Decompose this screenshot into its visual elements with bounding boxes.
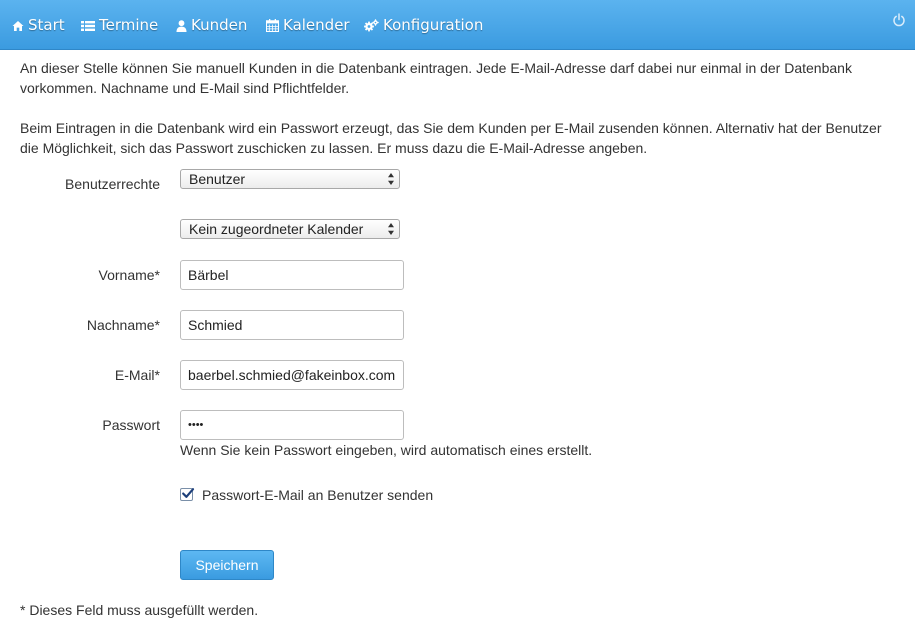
save-button[interactable]: Speichern: [180, 550, 274, 580]
cogs-icon: [364, 19, 379, 32]
firstname-label: Vorname*: [98, 267, 160, 283]
nav-kalender-label: Kalender: [283, 16, 350, 34]
select-arrows-icon: [387, 172, 395, 186]
email-input[interactable]: baerbel.schmied@fakeinbox.com: [180, 360, 404, 390]
lastname-input[interactable]: Schmied: [180, 310, 404, 340]
intro-paragraph-1: An dieser Stelle können Sie manuell Kunden in die Datenbank eintragen. Jede E-Mail-Adresse darf dabei nur einmal in der Datenbank vorkommen. Nachname und E-Mail sind Pflichtfelder.: [20, 60, 852, 96]
nav-kunden[interactable]: [176, 0, 247, 50]
firstname-input[interactable]: Bärbel: [180, 260, 404, 290]
power-icon[interactable]: [892, 13, 906, 27]
email-label: E-Mail*: [114, 367, 160, 383]
nav-kunden-label: Kunden: [191, 16, 248, 34]
nav-konfiguration[interactable]: [364, 0, 483, 50]
send-mail-label[interactable]: Passwort-E-Mail an Benutzer senden: [202, 487, 434, 503]
nav-termine[interactable]: [81, 0, 158, 50]
send-mail-checkbox[interactable]: [180, 488, 193, 501]
nav-kalender[interactable]: [266, 0, 350, 50]
nav-termine-label: Termine: [99, 16, 159, 34]
user-icon: [176, 20, 187, 32]
rights-select[interactable]: [180, 169, 400, 189]
password-help-text: Wenn Sie kein Passwort eingeben, wird automatisch eines erstellt.: [180, 442, 593, 458]
calendar-icon: [266, 19, 279, 32]
calendar-select-value: Kein zugeordneter Kalender: [189, 221, 364, 237]
rights-label: Benutzerrechte: [65, 176, 160, 192]
select-arrows-icon: [387, 222, 395, 236]
password-label: Passwort: [102, 417, 160, 433]
nav-start[interactable]: [12, 0, 65, 50]
required-footnote: * Dieses Feld muss ausgefüllt werden.: [20, 602, 259, 618]
intro-paragraph-2: Beim Eintragen in die Datenbank wird ein Passwort erzeugt, das Sie dem Kunden per E-Mail zusenden können. Alternativ hat der Benutzer die Möglichkeit, sich das Passwort zuschicken zu lassen. Er muss dazu die E-Mail-Adresse angeben.: [20, 120, 882, 156]
lastname-label: Nachname*: [86, 317, 160, 333]
check-icon: [181, 486, 195, 500]
home-icon: [12, 20, 24, 32]
rights-select-value: Benutzer: [189, 171, 246, 187]
list-icon: [81, 20, 95, 32]
nav-konfiguration-label: Konfiguration: [383, 16, 484, 34]
top-navbar: [0, 0, 915, 50]
calendar-select[interactable]: [180, 219, 400, 239]
password-input[interactable]: ••••: [180, 410, 404, 440]
nav-start-label: Start: [28, 16, 65, 34]
